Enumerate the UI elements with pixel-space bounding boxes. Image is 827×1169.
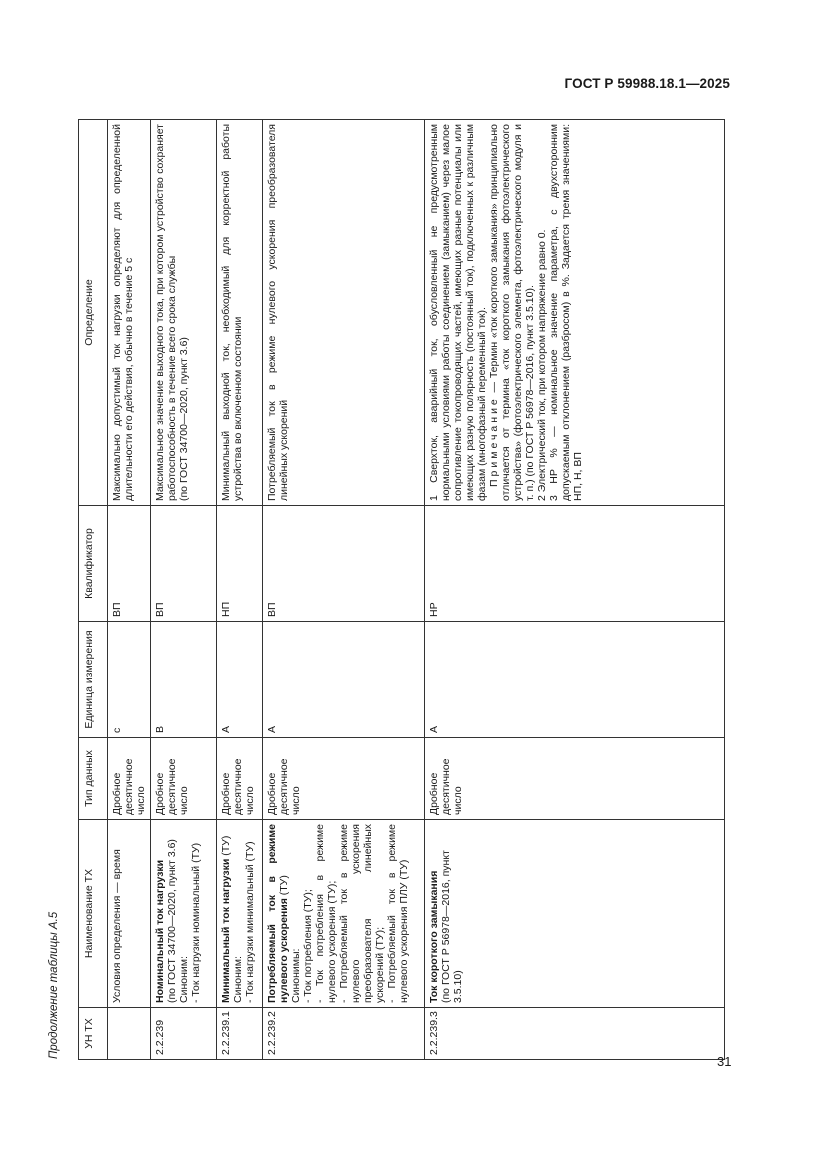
cell-name: Условия определения — время — [108, 820, 151, 1008]
term-source: (по ГОСТ 34700—2020, пункт 3.6) — [166, 839, 178, 1003]
term-source: (по ГОСТ Р 56978—2016, пункт 3.5.10) — [440, 850, 464, 1003]
definition-item-3: 3 НР % — номинальное значение параметра, с двухсторонним допускаемым отклонением (разбросом) в %. Задается тремя значениями: НП, Н, ВП — [548, 124, 584, 501]
table-row — [263, 120, 425, 1060]
definition-ref: (по ГОСТ 34700—2020, пункт 3.6) — [178, 337, 190, 501]
page-number: 31 — [717, 1054, 732, 1069]
cell-qualifier: НП — [217, 506, 263, 622]
synonym-item: - Ток нагрузки минимальный (ТУ) — [244, 841, 256, 1003]
cell-unit: А — [425, 622, 725, 738]
cell-definition: Максимально допустимый ток нагрузки определяют для определенной длительности его действия, обычно в течение 5 с — [108, 120, 151, 506]
cell-qualifier: НР — [425, 506, 725, 622]
cell-qualifier: ВП — [108, 506, 151, 622]
col-header-code: УН ТХ — [79, 1008, 108, 1060]
cell-code: 2.2.239.2 — [263, 1008, 425, 1060]
cell-unit: с — [108, 622, 151, 738]
characteristics-table — [78, 119, 725, 1060]
table-row — [108, 120, 151, 1060]
note-label: Примечание — [488, 396, 500, 487]
cell-name — [263, 820, 425, 1008]
cell-type: Дробное десятичное число — [108, 738, 151, 820]
cell-qualifier: ВП — [263, 506, 425, 622]
synonym-item: - Потребляемый ток в режиме нулевого ускорения преобразователя линейных ускорений (ТУ); — [338, 824, 386, 1003]
definition-item-1: 1 Сверхток, аварийный ток, обусловленный не предусмотренным нормальными условиями работы соединением (замыканием) через малое сопротивление токопроводящих частей, имеющих разные потенциалы или имеющих разную полярность (постоянный ток), подключенных к различным фазам (многофазный переменный ток). — [428, 124, 488, 501]
term-source: (ТУ) — [278, 875, 290, 896]
synonym-item: - Ток потребления (ТУ); — [302, 889, 314, 1003]
table-row — [217, 120, 263, 1060]
cell-unit: В — [151, 622, 217, 738]
table-header-row — [79, 120, 108, 1060]
synonym-item: - Ток нагрузки номинальный (ТУ) — [190, 842, 202, 1003]
definition-text: Максимальное значение выходного тока, при котором устройство сохраняет работоспособность в течение всего срока службы — [154, 124, 178, 501]
cell-definition: Потребляемый ток в режиме нулевого ускорения преобразователя линейных ускорений — [263, 120, 425, 506]
cell-code: 2.2.239.1 — [217, 1008, 263, 1060]
rotated-table-wrapper — [78, 120, 725, 1060]
term-name: Ток короткого замыкания — [428, 870, 440, 1003]
col-header-qualifier: Квалификатор — [79, 506, 108, 622]
cell-qualifier: ВП — [151, 506, 217, 622]
term-source: (ТУ) — [220, 835, 232, 856]
table-row — [151, 120, 217, 1060]
synonyms-label: Синонимы: — [290, 948, 302, 1003]
col-header-definition: Определение — [79, 120, 108, 506]
cell-name — [425, 820, 725, 1008]
term-name: Потребляемый ток в режиме нулевого ускорения — [266, 824, 290, 1003]
cell-type: Дробное десятичное число — [425, 738, 725, 820]
cell-definition — [151, 120, 217, 506]
synonyms-label: Синоним: — [178, 956, 190, 1003]
cell-unit: А — [217, 622, 263, 738]
table-row — [425, 120, 725, 1060]
cell-code: 2.2.239 — [151, 1008, 217, 1060]
col-header-name: Наименование ТХ — [79, 820, 108, 1008]
definition-item-2: 2 Электрический ток, при котором напряжение равно 0. — [536, 229, 548, 501]
document-id: ГОСТ Р 59988.18.1—2025 — [564, 76, 730, 91]
cell-code — [108, 1008, 151, 1060]
col-header-unit: Единица измерения — [79, 622, 108, 738]
term-name: Минимальный ток нагрузки — [220, 858, 232, 1003]
table-caption: Продолжение таблицы А.5 — [48, 911, 60, 1059]
synonym-item: - Потребляемый ток в режиме нулевого ускорения ПЛУ (ТУ) — [386, 824, 410, 1003]
col-header-type: Тип данных — [79, 738, 108, 820]
cell-definition — [425, 120, 725, 506]
cell-code: 2.2.239.3 — [425, 1008, 725, 1060]
note-text: — Термин «ток короткого замыкания» принципиально отличается от термина «ток короткого замыкания фотоэлектрического устройства» (фотоэлектрического элемента, фотоэлектрического модуля и т. п.) (по ГОСТ Р 56978—2016, пункт 3.5.10). — [488, 123, 536, 501]
cell-name — [217, 820, 263, 1008]
cell-name — [151, 820, 217, 1008]
synonyms-label: Синоним: — [232, 956, 244, 1003]
synonym-item: - Ток потребления в режиме нулевого ускорения (ТУ); — [314, 824, 338, 1003]
cell-unit: А — [263, 622, 425, 738]
cell-type: Дробное десятичное число — [217, 738, 263, 820]
cell-type: Дробное десятичное число — [263, 738, 425, 820]
term-name: Номинальный ток нагрузки — [154, 859, 166, 1003]
cell-definition: Минимальный выходной ток, необходимый для корректной работы устройства во включенном состоянии — [217, 120, 263, 506]
cell-type: Дробное десятичное число — [151, 738, 217, 820]
